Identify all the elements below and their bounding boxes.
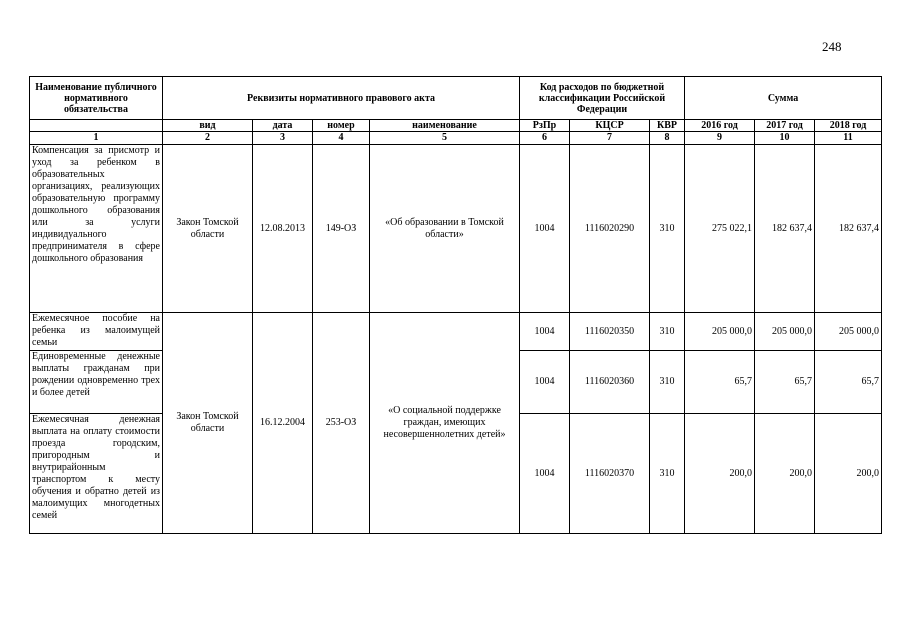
column-number: 6 bbox=[520, 132, 570, 145]
amount-2016: 65,7 bbox=[685, 351, 755, 414]
kcsr-code: 1116020370 bbox=[570, 414, 650, 534]
header-act-requisites: Реквизиты нормативного правового акта bbox=[163, 77, 520, 120]
table-row bbox=[30, 313, 882, 351]
column-number-row bbox=[30, 132, 882, 145]
amount-2018: 65,7 bbox=[815, 351, 882, 414]
header-number: номер bbox=[313, 120, 370, 132]
act-date: 12.08.2013 bbox=[253, 145, 313, 313]
page-number: 248 bbox=[822, 39, 842, 54]
act-type: Закон Томской области bbox=[163, 313, 253, 534]
column-number: 11 bbox=[815, 132, 882, 145]
kcsr-code: 1116020360 bbox=[570, 351, 650, 414]
budget-obligations-table bbox=[29, 76, 882, 534]
rzpr-code: 1004 bbox=[520, 313, 570, 351]
column-number: 10 bbox=[755, 132, 815, 145]
amount-2018: 205 000,0 bbox=[815, 313, 882, 351]
amount-2018: 200,0 bbox=[815, 414, 882, 534]
act-title: «Об образовании в Томской области» bbox=[370, 145, 520, 313]
kcsr-code: 1116020350 bbox=[570, 313, 650, 351]
rzpr-code: 1004 bbox=[520, 351, 570, 414]
act-number: 253-ОЗ bbox=[313, 313, 370, 534]
table-row bbox=[30, 145, 882, 313]
header-date: дата bbox=[253, 120, 313, 132]
header-2018: 2018 год bbox=[815, 120, 882, 132]
column-number: 9 bbox=[685, 132, 755, 145]
kvr-code: 310 bbox=[650, 145, 685, 313]
act-title: «О социальной поддержке граждан, имеющих несовершеннолетних детей» bbox=[370, 313, 520, 534]
column-number: 4 bbox=[313, 132, 370, 145]
kvr-code: 310 bbox=[650, 414, 685, 534]
obligation-name: Компенсация за присмотр и уход за ребенком в образовательных организациях, реализующих образовательную программу дошкольного образования или за услуги индивидуального предпринимателя в сфере дошкольного образования bbox=[30, 145, 163, 313]
amount-2016: 275 022,1 bbox=[685, 145, 755, 313]
column-number: 5 bbox=[370, 132, 520, 145]
header-budget-code: Код расходов по бюджетной классификации Российской Федерации bbox=[520, 77, 685, 120]
amount-2017: 205 000,0 bbox=[755, 313, 815, 351]
column-number: 7 bbox=[570, 132, 650, 145]
rzpr-code: 1004 bbox=[520, 414, 570, 534]
obligation-name: Ежемесячное пособие на ребенка из малоимущей семьи bbox=[30, 313, 163, 351]
header-2017: 2017 год bbox=[755, 120, 815, 132]
column-number: 3 bbox=[253, 132, 313, 145]
header-row-sub bbox=[30, 120, 882, 132]
kcsr-code: 1116020290 bbox=[570, 145, 650, 313]
column-number: 8 bbox=[650, 132, 685, 145]
act-date: 16.12.2004 bbox=[253, 313, 313, 534]
amount-2017: 65,7 bbox=[755, 351, 815, 414]
header-title: наименование bbox=[370, 120, 520, 132]
column-number: 2 bbox=[163, 132, 253, 145]
amount-2016: 205 000,0 bbox=[685, 313, 755, 351]
header-blank bbox=[30, 120, 163, 132]
header-rzpr: РзПр bbox=[520, 120, 570, 132]
kvr-code: 310 bbox=[650, 313, 685, 351]
rzpr-code: 1004 bbox=[520, 145, 570, 313]
header-row-main bbox=[30, 77, 882, 120]
amount-2017: 200,0 bbox=[755, 414, 815, 534]
act-number: 149-ОЗ bbox=[313, 145, 370, 313]
obligation-name: Единовременные денежные выплаты гражданам при рождении одновременно трех и более детей bbox=[30, 351, 163, 414]
amount-2017: 182 637,4 bbox=[755, 145, 815, 313]
amount-2016: 200,0 bbox=[685, 414, 755, 534]
header-amount: Сумма bbox=[685, 77, 882, 120]
amount-2018: 182 637,4 bbox=[815, 145, 882, 313]
column-number: 1 bbox=[30, 132, 163, 145]
obligation-name: Ежемесячная денежная выплата на оплату стоимости проезда городским, пригородным и внутрирайонным транспортом к месту обучения и обратно детей из малоимущих многодетных семей bbox=[30, 414, 163, 534]
act-type: Закон Томской области bbox=[163, 145, 253, 313]
header-type: вид bbox=[163, 120, 253, 132]
header-2016: 2016 год bbox=[685, 120, 755, 132]
header-kcsr: КЦСР bbox=[570, 120, 650, 132]
kvr-code: 310 bbox=[650, 351, 685, 414]
header-obligation-name: Наименование публичного нормативного обязательства bbox=[30, 77, 163, 120]
header-kvr: КВР bbox=[650, 120, 685, 132]
